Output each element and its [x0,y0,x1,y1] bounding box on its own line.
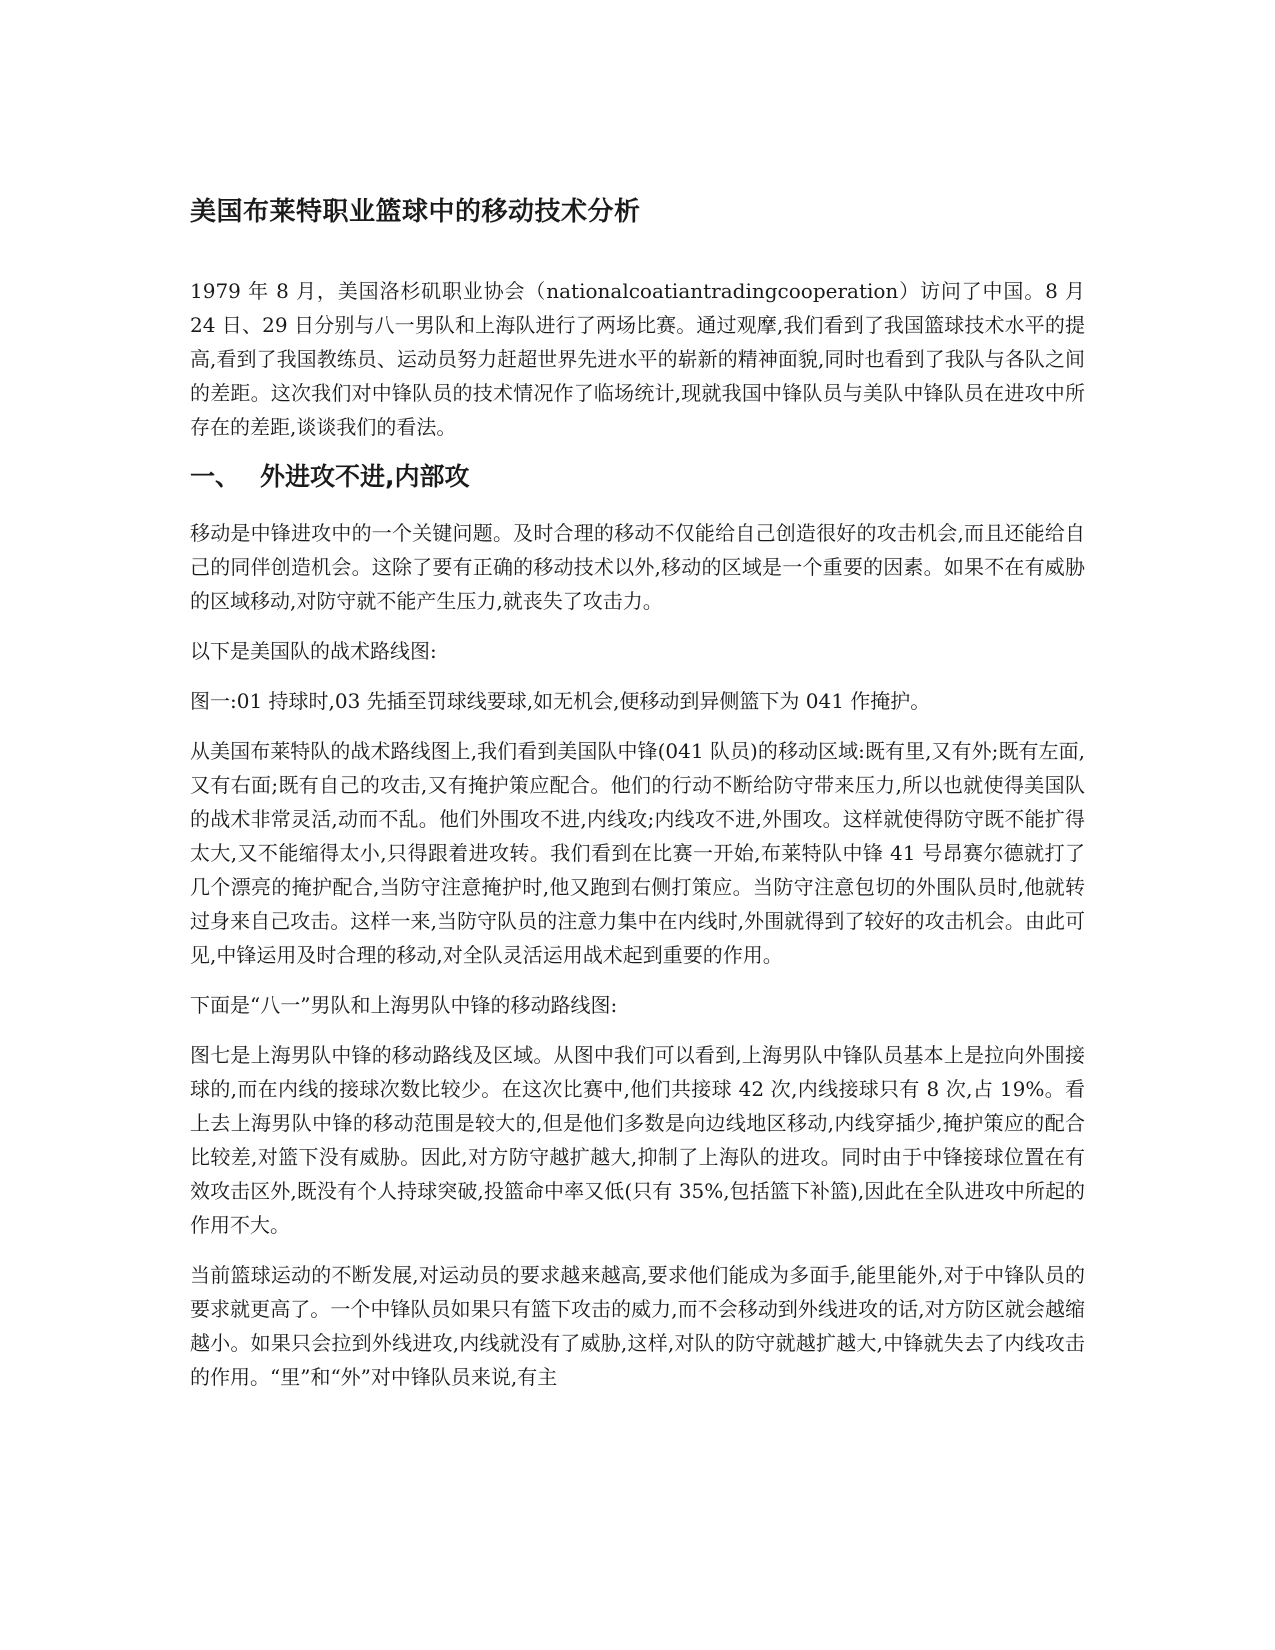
section-heading-text: 外进攻不进,内部攻 [260,462,470,491]
body-paragraph: 以下是美国队的战术路线图: [190,639,437,663]
document-title: 美国布莱特职业篮球中的移动技术分析 [190,197,641,227]
intro-paragraph: 1979 年 8 月，美国洛杉矶职业协会（nationalcoatiantradingcooperation）访问了中国。8 月 24 日、29 日分别与八一男队和上海队进行了两场比赛。通过观摩,我们看到了我国篮球技术水平的提高,看到了我国教练员、运动员努力赶超世界先进水平的崭新的精神面貌,同时也看到了我队与各队之间的差距。这次我们对中锋队员的技术情况作了临场统计,现就我国中锋队员与美队中锋队员在进攻中所存在的差距,谈谈我们的看法。 [190,279,1085,439]
body-paragraph: 移动是中锋进攻中的一个关键问题。及时合理的移动不仅能给自己创造很好的攻击机会,而且还能给自己的同伴创造机会。这除了要有正确的移动技术以外,移动的区域是一个重要的因素。如果不在有威胁的区域移动,对防守就不能产生压力,就丧失了攻击力。 [190,521,1085,613]
body-paragraph: 图七是上海男队中锋的移动路线及区域。从图中我们可以看到,上海男队中锋队员基本上是拉向外围接球的,而在内线的接球次数比较少。在这次比赛中,他们共接球 42 次,内线接球只有 8 次,占 19%。看上去上海男队中锋的移动范围是较大的,但是他们多数是向边线地区移动,内线穿插少,掩护策应的配合比较差,对篮下没有威胁。因此,对方防守越扩越大,抑制了上海队的进攻。同时由于中锋接球位置在有效攻击区外,既没有个人持球突破,投篮命中率又低(只有 35%,包括篮下补篮),因此在全队进攻中所起的作用不大。 [190,1043,1085,1237]
section-number: 一、 [190,462,241,491]
body-paragraph: 从美国布莱特队的战术路线图上,我们看到美国队中锋(041 队员)的移动区域:既有里,又有外;既有左面,又有右面;既有自己的攻击,又有掩护策应配合。他们的行动不断给防守带来压力,所以也就使得美国队的战术非常灵活,动而不乱。他们外围攻不进,内线攻;内线攻不进,外围攻。这样就使得防守既不能扩得太大,又不能缩得太小,只得跟着进攻转。我们看到在比赛一开始,布莱特队中锋 41 号昂赛尔德就打了几个漂亮的掩护配合,当防守注意掩护时,他又跑到右侧打策应。当防守注意包切的外围队员时,他就转过身来自己攻击。这样一来,当防守队员的注意力集中在内线时,外围就得到了较好的攻击机会。由此可见,中锋运用及时合理的移动,对全队灵活运用战术起到重要的作用。 [190,739,1085,967]
body-paragraph: 下面是“八一”男队和上海男队中锋的移动路线图: [190,993,618,1017]
body-paragraph: 图一:01 持球时,03 先插至罚球线要球,如无机会,便移动到异侧篮下为 041 作掩护。 [190,689,931,713]
body-paragraph: 当前篮球运动的不断发展,对运动员的要求越来越高,要求他们能成为多面手,能里能外,对于中锋队员的要求就更高了。一个中锋队员如果只有篮下攻击的威力,而不会移动到外线进攻的话,对方防区就会越缩越小。如果只会拉到外线进攻,内线就没有了威胁,这样,对队的防守就越扩越大,中锋就失去了内线攻击的作用。“里”和“外”对中锋队员来说,有主 [190,1263,1085,1389]
document-page [190,195,1085,1410]
section-heading [190,460,1085,494]
